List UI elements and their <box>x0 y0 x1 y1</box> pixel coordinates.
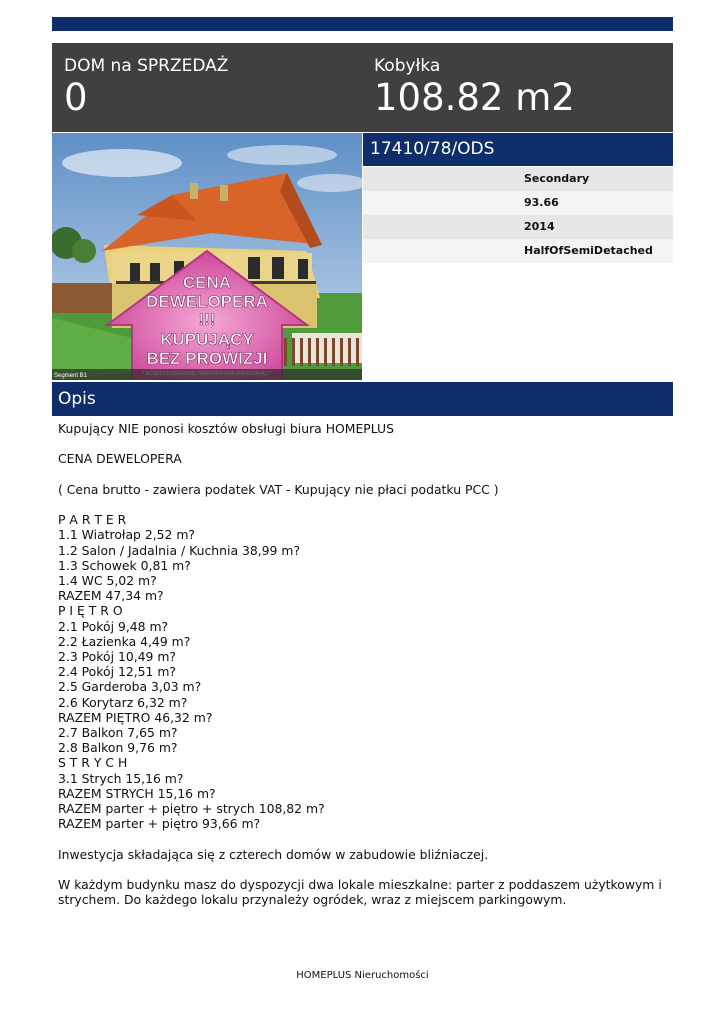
description-line: RAZEM PIĘTRO 46,32 m? <box>58 709 213 725</box>
description-line: RAZEM STRYCH 15,16 m? <box>58 785 216 801</box>
description-line: 1.3 Schowek 0,81 m? <box>58 557 191 573</box>
description-line: 2.3 Pokój 10,49 m? <box>58 649 177 665</box>
photo-overlay-line-5: BEZ PROWIZJI <box>146 349 268 368</box>
description-spacer <box>58 862 668 877</box>
attribute-building-type: HalfOfSemiDetached <box>363 239 673 263</box>
description-line: 1.4 WC 5,02 m? <box>58 573 157 589</box>
description-line: 3.1 Strych 15,16 m? <box>58 770 184 786</box>
description-spacer <box>58 467 668 482</box>
description-line: 1.2 Salon / Jadalnia / Kuchnia 38,99 m? <box>58 542 301 558</box>
photo-overlay-line-2: DEWELOPERA <box>146 292 268 311</box>
description-line: ( Cena brutto - zawiera podatek VAT - Kupujący nie płaci podatku PCC ) <box>58 481 499 497</box>
description-line: CENA DEWELOPERA <box>58 451 182 467</box>
attribute-usable-area: 93.66 <box>363 191 673 215</box>
description-line: S T R Y C H <box>58 755 128 771</box>
footer-company: HOMEPLUS Nieruchomości <box>296 970 429 981</box>
top-accent-bar <box>52 17 673 31</box>
attribute-list <box>363 167 673 263</box>
header-left <box>64 55 228 119</box>
description-line: 2.5 Garderoba 3,03 m? <box>58 679 202 695</box>
reference-number: 17410/78/ODS <box>363 133 673 166</box>
photo-overlay-line-1: CENA <box>182 273 232 292</box>
location-label: Kobyłka <box>374 56 441 76</box>
property-photo <box>52 133 362 380</box>
description-line: P A R T E R <box>58 512 127 528</box>
description-line: RAZEM 47,34 m? <box>58 588 164 604</box>
photo-overlay-line-4: KUPUJĄCY <box>160 330 254 349</box>
attribute-year-built: 2014 <box>363 215 673 239</box>
description-line: 2.8 Balkon 9,76 m? <box>58 740 178 756</box>
price-value: 0 <box>64 76 88 119</box>
description-spacer <box>58 436 668 451</box>
description-line: P I Ę T R O <box>58 603 123 619</box>
description-line: W każdym budynku masz do dyspozycji dwa lokale mieszkalne: parter z poddaszem użytkowym i strychem. Do każdego lokalu przynależy ogródek, wraz z miejscem parkingowym. <box>58 877 666 908</box>
description-line: Kupujący NIE ponosi kosztów obsługi biura HOMEPLUS <box>58 421 394 436</box>
area-value: 108.82 m2 <box>374 76 575 119</box>
description-line: 2.4 Pokój 12,51 m? <box>58 664 177 680</box>
description-body <box>58 421 668 908</box>
header-right <box>374 55 575 119</box>
description-spacer <box>58 831 668 846</box>
description-line: RAZEM parter + piętro 93,66 m? <box>58 816 261 832</box>
description-line: 2.6 Korytarz 6,32 m? <box>58 694 188 710</box>
description-line: 1.1 Wiatrołap 2,52 m? <box>58 527 196 543</box>
description-line: 2.7 Balkon 7,65 m? <box>58 725 178 741</box>
property-type-label: DOM na SPRZEDAŻ <box>64 56 229 76</box>
photo-caption: Segment B1 <box>54 373 88 379</box>
description-line: 2.1 Pokój 9,48 m? <box>58 618 169 634</box>
description-line: RAZEM parter + piętro + strych 108,82 m? <box>58 801 325 817</box>
photo-overlay-line-3: !!! <box>198 310 216 329</box>
description-line: Inwestycja składająca się z czterech domów w zabudowie bliźniaczej. <box>58 846 489 862</box>
listing-header <box>52 43 673 132</box>
attribute-market: Secondary <box>363 167 673 191</box>
description-line: 2.2 Łazienka 4,49 m? <box>58 633 191 649</box>
description-heading: Opis <box>52 382 673 416</box>
description-spacer <box>58 497 668 512</box>
